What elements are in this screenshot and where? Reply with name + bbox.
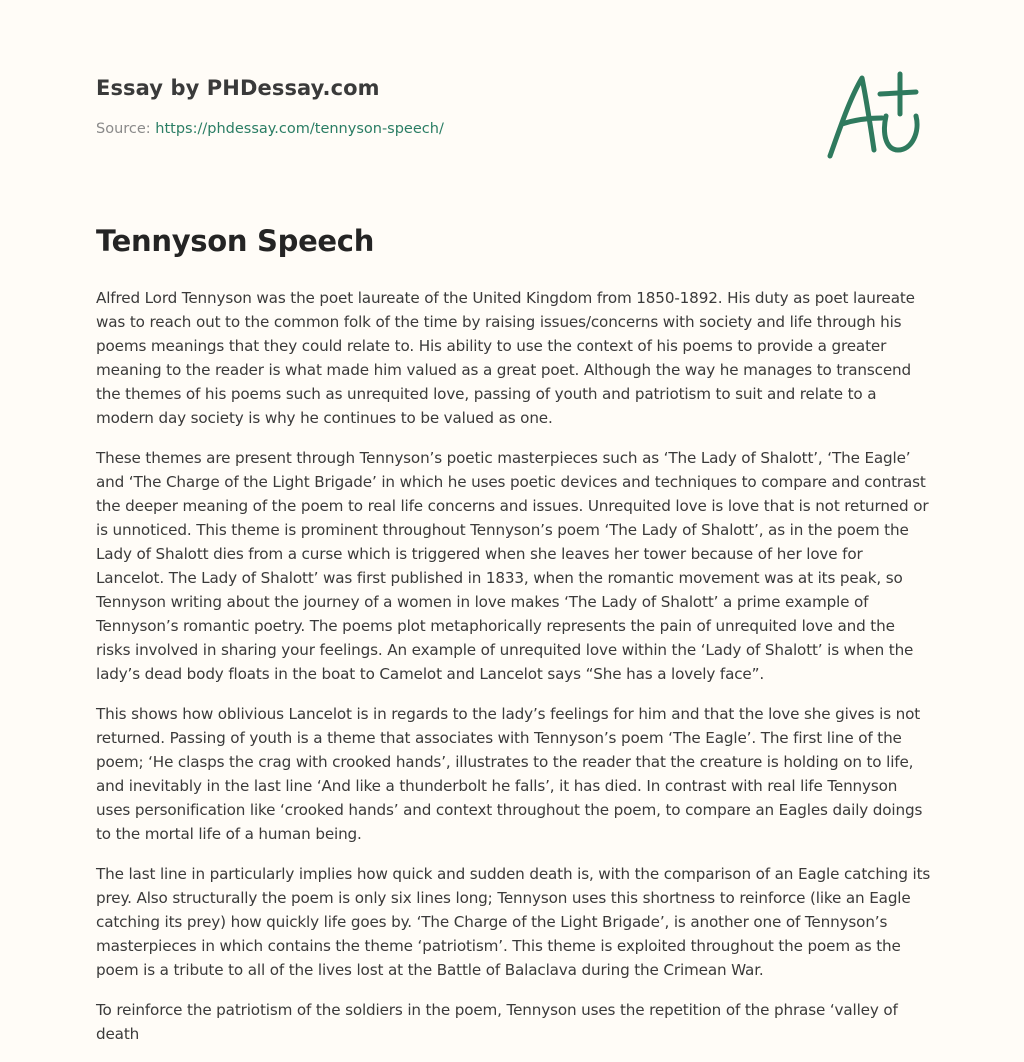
essay-paragraph: To reinforce the patriotism of the soldiers in the poem, Tennyson uses the repetition of the phrase ‘valley of death xyxy=(96,1001,898,1043)
essay-paragraph: This shows how oblivious Lancelot is in regards to the lady’s feelings for him and that the love she gives is not returned. Passing of youth is a theme that associates with Tennyson’s poem ‘The Eagle’. The first line of the poem; ‘He clasps the crag with crooked hands’, illustrates to the reader that the creature is holding on to life, and inevitably in the last line ‘And like a thunderbolt he falls’, it has died. In contrast with real life Tennyson uses personification like ‘crooked hands’ and context throughout the poem, to compare an Eagles daily doings to the mortal life of a human being. xyxy=(96,705,923,843)
essay-paragraph: These themes are present through Tennyson’s poetic masterpieces such as ‘The Lady of Shalott’, ‘The Eagle’ and ‘The Charge of the Light Brigade’ in which he uses poetic devices and techniques to compare and contrast the deeper meaning of the poem to real life concerns and issues. Unrequited love is love that is not returned or is unnoticed. This theme is prominent throughout Tennyson’s poem ‘The Lady of Shalott’, as in the poem the Lady of Shalott dies from a curse which is triggered when she leaves her tower because of her love for Lancelot. The Lady of Shalott’ was first published in 1833, when the romantic movement was at its peak, so Tennyson writing about the journey of a women in love makes ‘The Lady of Shalott’ a prime example of Tennyson’s romantic poetry. The poems plot metaphorically represents the pain of unrequited love and the risks involved in sharing your feelings. An example of unrequited love within the ‘Lady of Shalott’ is when the lady’s dead body floats in the boat to Camelot and Lancelot says “She has a lovely face”. xyxy=(96,449,929,683)
source-link[interactable]: https://phdessay.com/tennyson-speech/ xyxy=(155,121,444,137)
essay-paragraph: Alfred Lord Tennyson was the poet laureate of the United Kingdom from 1850-1892. His duty as poet laureate was to reach out to the common folk of the time by raising issues/concerns with society and life through his poems meanings that they could relate to. His ability to use the context of his poems to provide a greater meaning to the reader is what made him valued as a great poet. Although the way he manages to transcend the themes of his poems such as unrequited love, passing of youth and patriotism to suit and relate to a modern day society is why he continues to be valued as one. xyxy=(96,289,915,427)
essay-title: Tennyson Speech xyxy=(96,224,375,258)
page-header xyxy=(96,76,928,137)
source-line xyxy=(96,121,928,137)
source-label: Source: xyxy=(96,121,156,137)
essay-body xyxy=(96,286,932,1062)
a-plus-grade-icon xyxy=(820,68,930,164)
essay-paragraph: The last line in particularly implies how quick and sudden death is, with the comparison of an Eagle catching its prey. Also structurally the poem is only six lines long; Tennyson uses this shortness to reinforce (like an Eagle catching its prey) how quickly life goes by. ‘The Charge of the Light Brigade’, is another one of Tennyson’s masterpieces in which contains the theme ‘patriotism’. This theme is exploited throughout the poem as the poem is a tribute to all of the lives lost at the Battle of Balaclava during the Crimean War. xyxy=(96,865,931,979)
site-brand: Essay by PHDessay.com xyxy=(96,76,380,100)
